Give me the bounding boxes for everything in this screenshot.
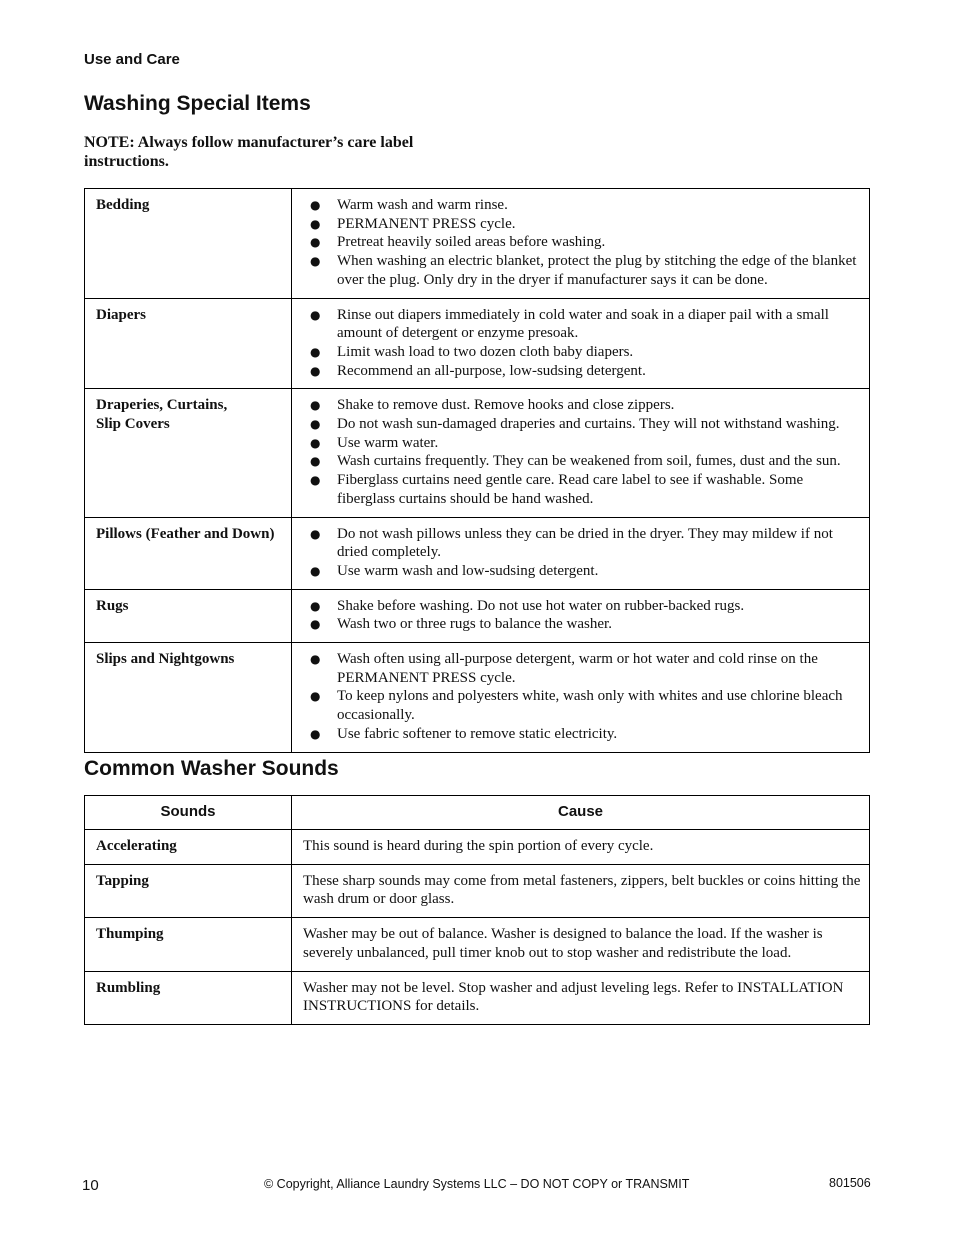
item-name: Draperies, Curtains, xyxy=(96,397,228,414)
instruction-item: ● When washing an electric blanket, protect the plug by stitching the edge of the blanket over the plug. Only dry in the dryer if manufacturer says it can be done. xyxy=(337,252,861,289)
cause-column-header: Cause xyxy=(292,796,870,830)
note-line-2: instructions. xyxy=(84,153,169,170)
item-name-cell xyxy=(85,589,292,642)
instruction-item: ● Use warm wash and low-sudsing detergent. xyxy=(337,562,861,581)
instruction-item: ● Wash often using all-purpose detergent, warm or hot water and cold rinse on the PERMANENT PRESS cycle. xyxy=(337,650,861,687)
instructions-cell xyxy=(292,189,870,299)
sound-name: Thumping xyxy=(85,918,292,971)
note-line-1: NOTE: Always follow manufacturer’s care label xyxy=(84,134,414,151)
instruction-item: ● Warm wash and warm rinse. xyxy=(337,196,861,215)
table-row xyxy=(85,298,870,389)
item-name: Bedding xyxy=(96,197,150,213)
item-name-cell xyxy=(85,517,292,589)
instruction-item: ● Do not wash pillows unless they can be dried in the dryer. They may mildew if not dried completely. xyxy=(337,525,861,562)
instruction-item: ● Use warm water. xyxy=(337,434,861,453)
instructions-cell xyxy=(292,389,870,517)
instruction-list xyxy=(337,650,861,744)
item-name-cell xyxy=(85,189,292,299)
instruction-list xyxy=(337,396,861,508)
item-name: Rugs xyxy=(96,597,129,614)
instructions-cell xyxy=(292,643,870,753)
item-name-cell xyxy=(85,298,292,389)
sound-cause: Washer may not be level. Stop washer and adjust leveling legs. Refer to INSTALLATION INSTRUCTIONS for details. xyxy=(292,971,870,1024)
sound-cause: This sound is heard during the spin portion of every cycle. xyxy=(292,830,870,865)
table-row xyxy=(85,864,870,917)
table-row xyxy=(85,971,870,1024)
care-label-note xyxy=(84,133,464,171)
instruction-item: ● Rinse out diapers immediately in cold water and soak in a diaper pail with a small amount of detergent or enzyme presoak. xyxy=(337,306,861,343)
instruction-list xyxy=(337,525,861,581)
sounds-column-header: Sounds xyxy=(85,796,292,830)
item-name: Slips and Nightgowns xyxy=(96,651,235,668)
item-name-cell xyxy=(85,643,292,753)
section-label: Use and Care xyxy=(84,51,180,68)
table-header-row xyxy=(85,796,870,830)
instruction-item: ● Pretreat heavily soiled areas before washing. xyxy=(337,233,861,252)
instruction-list xyxy=(337,597,861,634)
table-row xyxy=(85,517,870,589)
instructions-cell xyxy=(292,298,870,389)
common-washer-sounds-title: Common Washer Sounds xyxy=(84,757,339,780)
instruction-item: ● Wash curtains frequently. They can be weakened from soil, fumes, dust and the sun. xyxy=(337,452,861,471)
table-row xyxy=(85,389,870,517)
instruction-item: ● Limit wash load to two dozen cloth baby diapers. xyxy=(337,343,861,362)
instruction-item: ● Use fabric softener to remove static electricity. xyxy=(337,725,861,744)
table-row xyxy=(85,589,870,642)
sound-cause: Washer may be out of balance. Washer is designed to balance the load. If the washer is severely unbalanced, pull timer knob out to stop washer and redistribute the load. xyxy=(292,918,870,971)
sound-name: Rumbling xyxy=(85,971,292,1024)
table-row xyxy=(85,918,870,971)
instruction-item: ● Recommend an all-purpose, low-sudsing detergent. xyxy=(337,362,861,381)
item-name: Pillows (Feather and Down) xyxy=(96,525,275,542)
instruction-list xyxy=(337,196,861,290)
item-name: Diapers xyxy=(96,306,146,323)
table-row xyxy=(85,830,870,865)
sound-name: Tapping xyxy=(85,864,292,917)
special-items-table xyxy=(84,188,870,753)
washer-sounds-table xyxy=(84,795,870,1025)
instruction-item: ● To keep nylons and polyesters white, wash only with whites and use chlorine bleach occasionally. xyxy=(337,687,861,724)
instruction-item: ● Fiberglass curtains need gentle care. Read care label to see if washable. Some fiberglass curtains should be hand washed. xyxy=(337,471,861,508)
washing-special-items-title: Washing Special Items xyxy=(84,92,311,115)
table-row xyxy=(85,643,870,753)
instruction-item: ● Shake before washing. Do not use hot water on rubber-backed rugs. xyxy=(337,597,861,616)
item-name-cell xyxy=(85,389,292,517)
sound-cause: These sharp sounds may come from metal fasteners, zippers, belt buckles or coins hitting the wash drum or door glass. xyxy=(292,864,870,917)
instruction-item: ● PERMANENT PRESS cycle. xyxy=(337,215,861,234)
instructions-cell xyxy=(292,517,870,589)
instruction-list xyxy=(337,306,861,381)
instruction-item: ● Wash two or three rugs to balance the washer. xyxy=(337,615,861,634)
document-number: 801506 xyxy=(829,1176,871,1190)
instruction-item: ● Do not wash sun-damaged draperies and curtains. They will not withstand washing. xyxy=(337,415,861,434)
sound-name: Accelerating xyxy=(85,830,292,865)
instruction-item: ● Shake to remove dust. Remove hooks and close zippers. xyxy=(337,396,861,415)
instructions-cell xyxy=(292,589,870,642)
copyright-notice: © Copyright, Alliance Laundry Systems LLC – DO NOT COPY or TRANSMIT xyxy=(264,1177,690,1191)
table-row xyxy=(85,189,870,299)
item-name-line-2: Slip Covers xyxy=(96,416,170,433)
page-number: 10 xyxy=(82,1177,99,1194)
